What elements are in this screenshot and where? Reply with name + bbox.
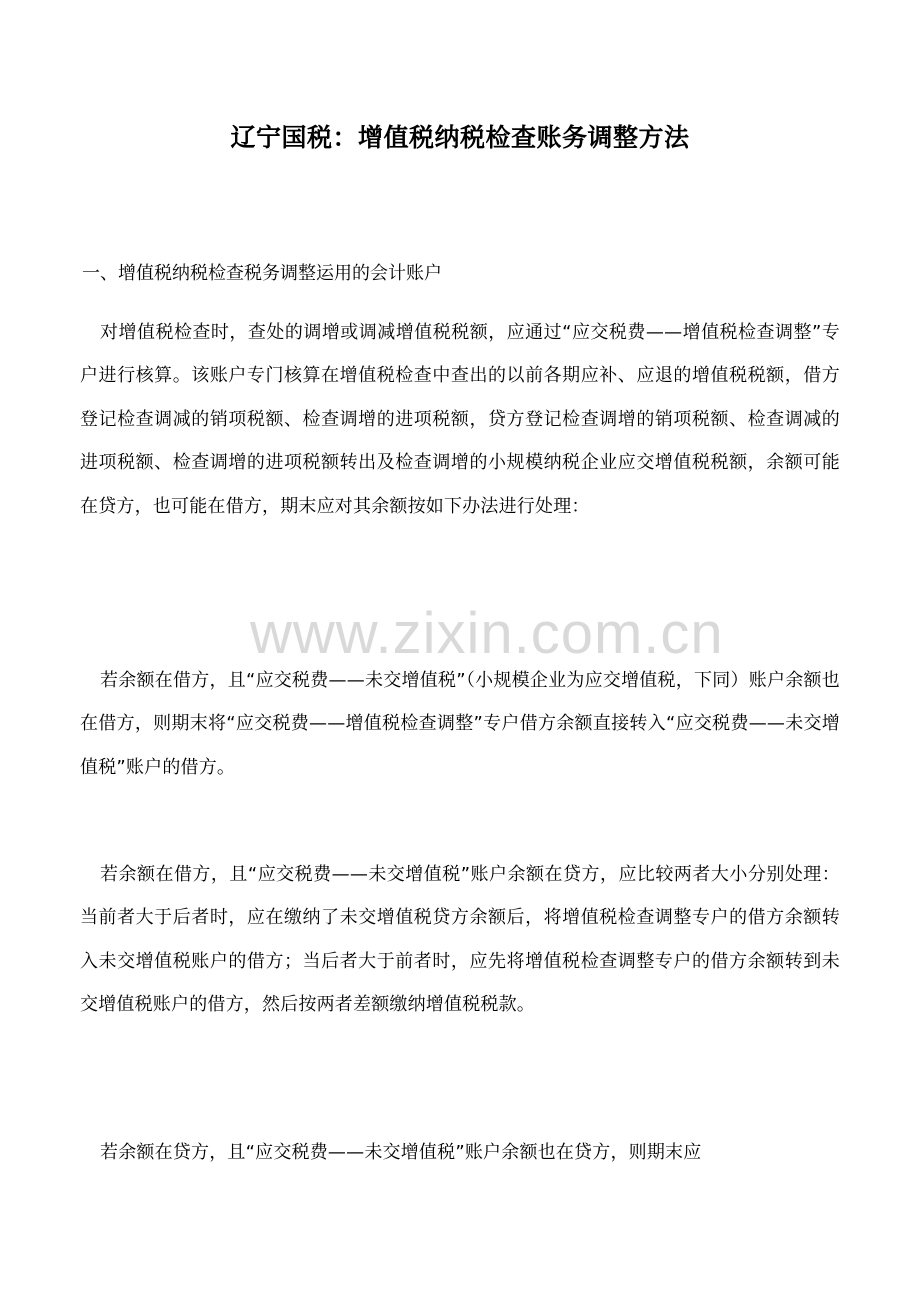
paragraph-debit-credit-case: 若余额在借方，且“应交税费——未交增值税”账户余额在贷方，应比较两者大小分别处理：当前者大于后者时，应在缴纳了未交增值税贷方余额后，将增值税检查调整专户的借方余额转入未交增值税账户的借方；当后者大于前者时，应先将增值税检查调整专户的借方余额转到未交增值税账户的借方，然后按两者差额缴纳增值税税款。: [80, 864, 840, 1016]
paragraph-credit-credit-case: 若余额在贷方，且“应交税费——未交增值税”账户余额也在贷方，则期末应: [100, 1142, 702, 1163]
section-heading: 一、增值税纳税检查税务调整运用的会计账户: [82, 263, 442, 284]
paragraph-account-overview: 对增值税检查时，查处的调增或调减增值税税额，应通过“应交税费——增值税检查调整”专户进行核算。该账户专门核算在增值税检查中查出的以前各期应补、应退的增值税税额，借方登记检查调减的销项税额、检查调增的进项税额，贷方登记检查调增的销项税额、检查调减的进项税额、检查调增的进项税额转出及检查调增的小规模纳税企业应交增值税税额，余额可能在贷方，也可能在借方，期末应对其余额按如下办法进行处理：: [80, 322, 840, 517]
watermark: www.zixin.com.cn: [250, 601, 724, 666]
paragraph-debit-debit-case: 若余额在借方，且“应交税费——未交增值税”（小规模企业为应交增值税，下同）账户余额也在借方，则期末将“应交税费——增值税检查调整”专户借方余额直接转入“应交税费——未交增值税”账户的借方。: [80, 670, 840, 778]
document-title: 辽宁国税：增值税纳税检查账务调整方法: [230, 123, 690, 152]
